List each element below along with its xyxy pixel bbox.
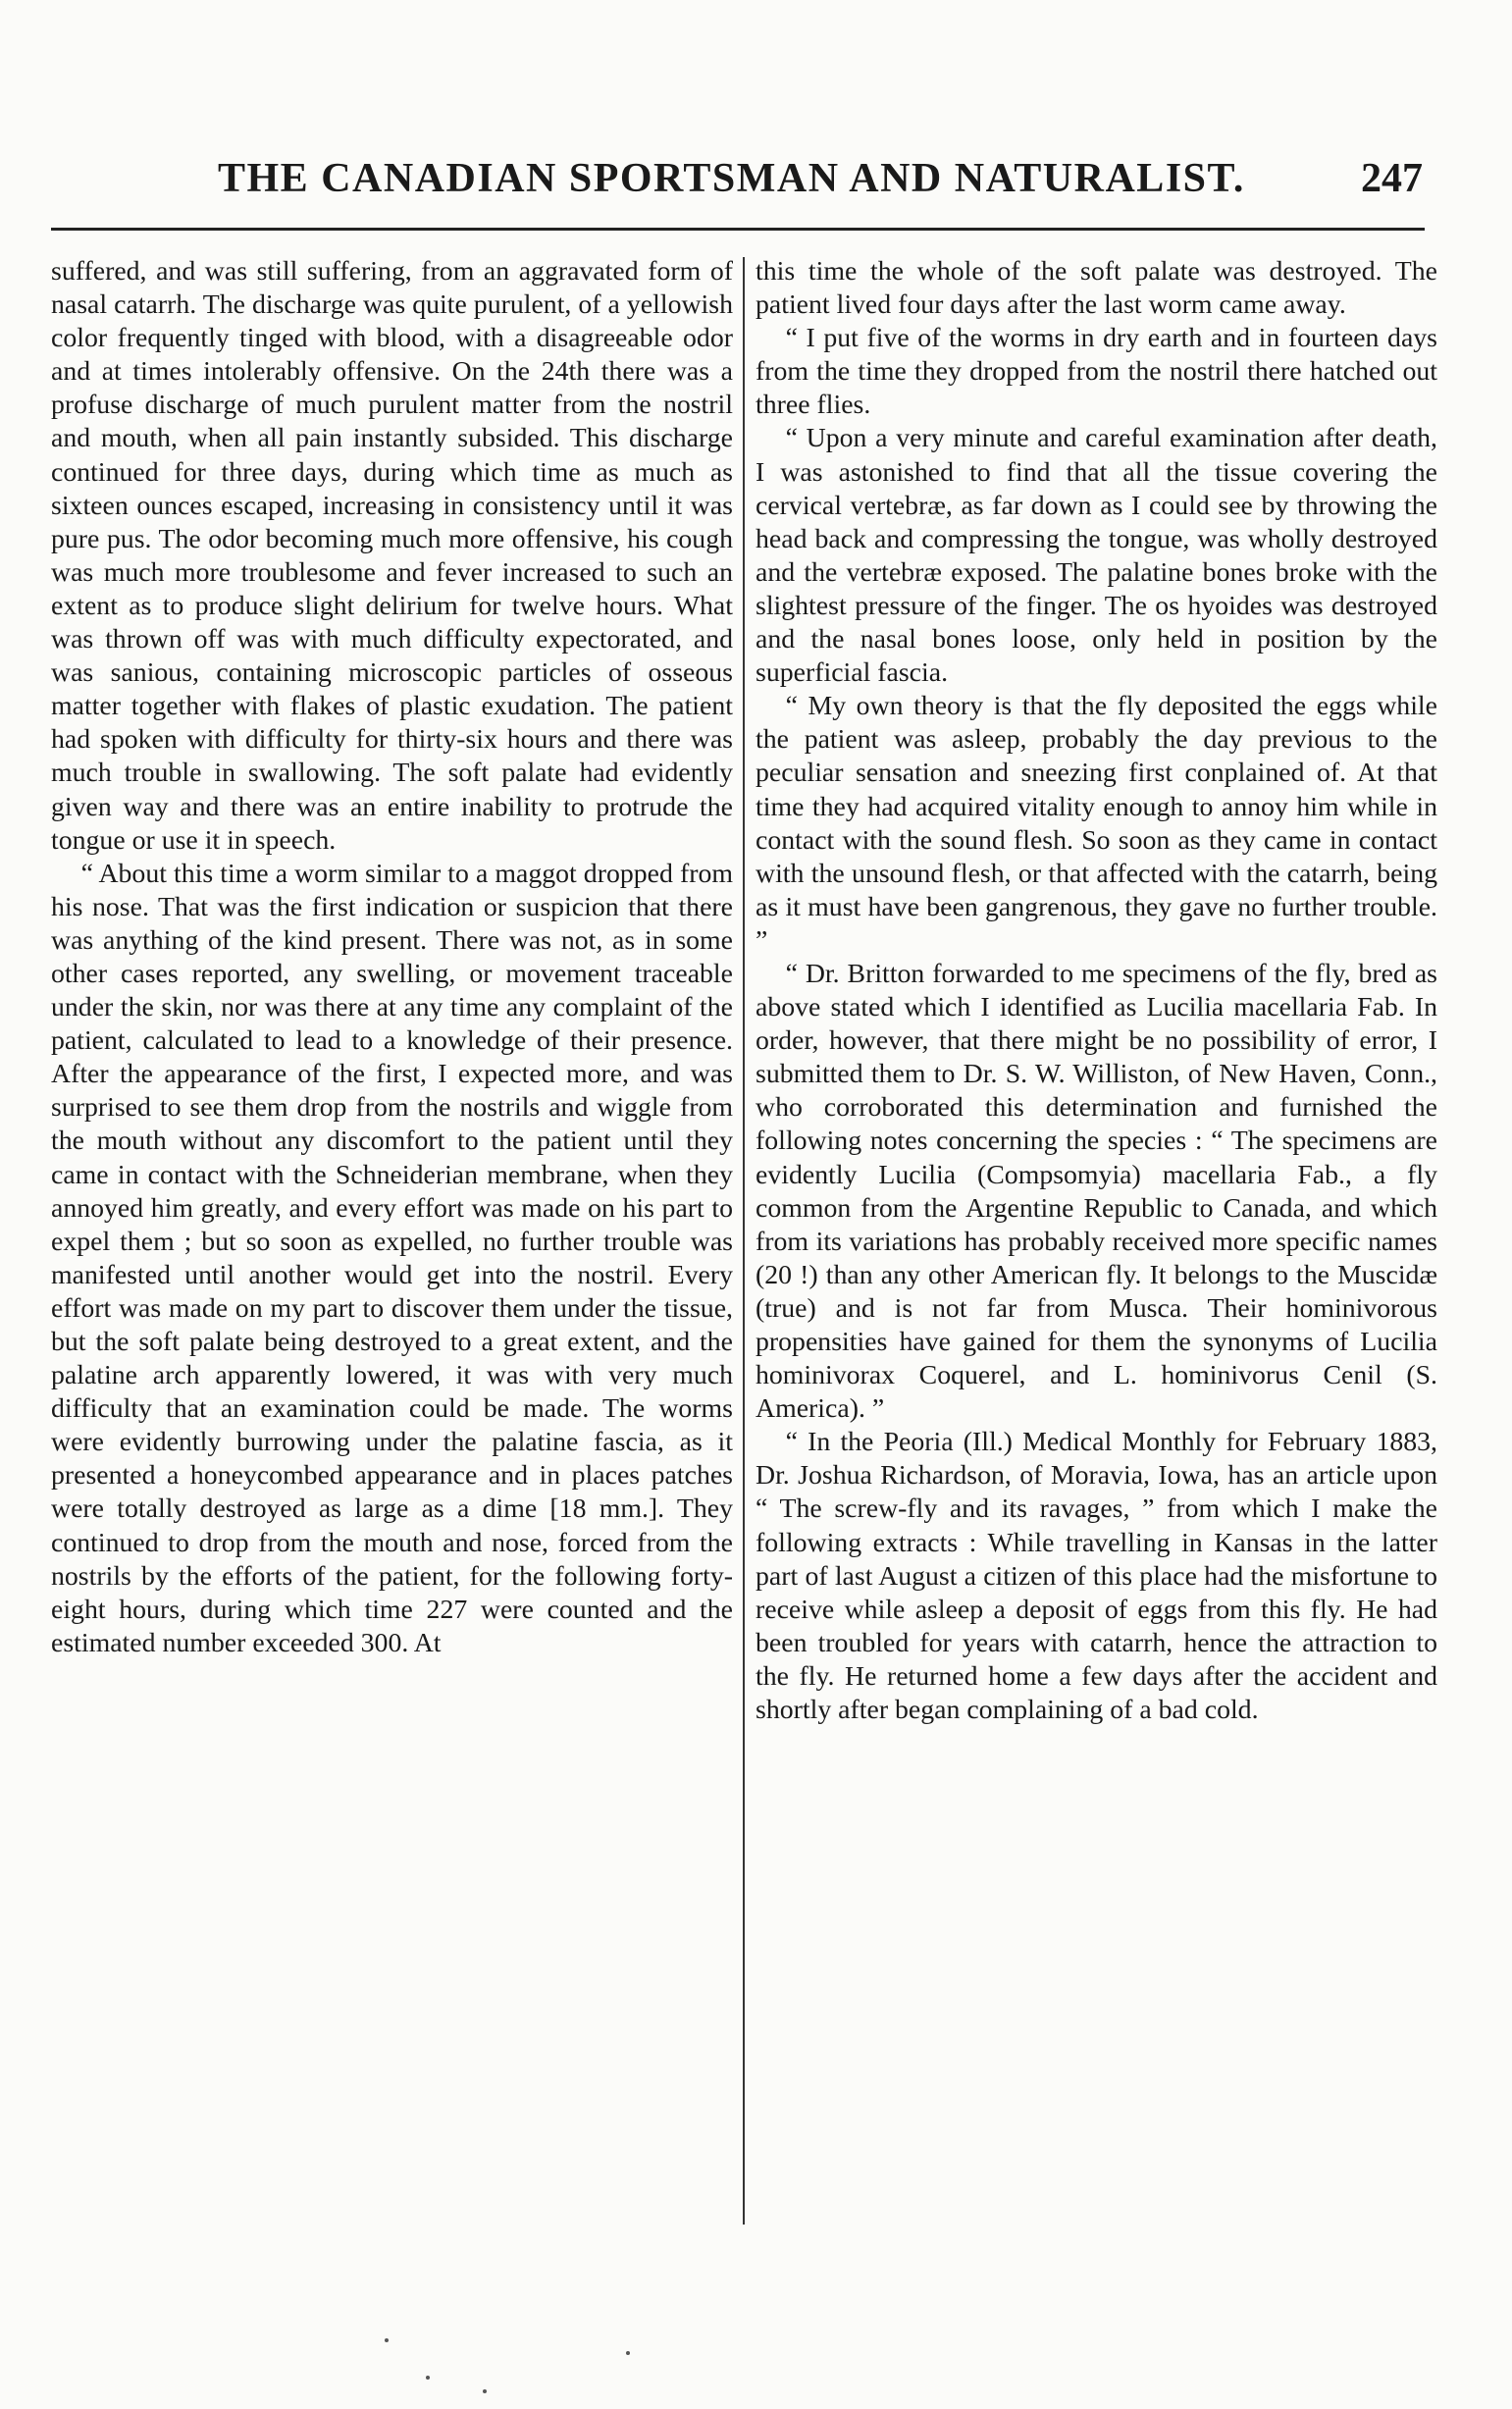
paragraph: “ I put five of the worms in dry earth and in fourteen days from the time they dropped from the nostril there hatched out three flies.: [756, 323, 1437, 421]
page-number: 247: [1361, 156, 1423, 201]
paragraph: this time the whole of the soft palate was destroyed. The patient lived four days after the last worm came away.: [756, 256, 1437, 321]
column-divider: [743, 257, 745, 2225]
paragraph: “ In the Peoria (Ill.) Medical Monthly for February 1883, Dr. Joshua Richardson, of Moravia, Iowa, has an article upon “ The screw-fly and its ravages, ” from which I make the following extracts : While travelling in Kansas in the latter part of last August a citizen of this place had the misfortune to receive while asleep a deposit of eggs from this fly. He had been troubled for years with catarrh, hence the attraction to the fly. He returned home a few days after the accident and shortly after began complaining of a bad cold.: [756, 1427, 1437, 1726]
left-column: [51, 255, 733, 2247]
paragraph: “ My own theory is that the fly deposited the eggs while the patient was asleep, probably the day previous to the peculiar sensation and sneezing first conplained of. At that time they had acquired vitality enough to annoy him while in contact with the sound flesh. So soon as they came in contact with the unsound flesh, or that affected with the catarrh, being as it must have been gangrenous, they gave no further trouble. ”: [756, 691, 1437, 956]
paragraph: “ About this time a worm similar to a maggot dropped from his nose. That was the first indication or suspicion that there was anything of the kind present. There was not, as in some other cases reported, any swelling, or movement traceable under the skin, nor was there at any time any complaint of the patient, calculated to lead to a knowledge of their presence. After the appearance of the first, I expected more, and was surprised to see them drop from the nostrils and wiggle from the mouth without any discomfort to the patient until they came in contact with the Schneiderian membrane, when they annoyed him greatly, and every effort was made on his part to expel them ; but so soon as expelled, no further trouble was manifested until another would get into the nostril. Every effort was made on my part to discover them under the tissue, but the soft palate being destroyed to a great extent, and the palatine arch apparently lowered, it was with very much difficulty that an examination could be made. The worms were evidently burrowing under the palatine fascia, as it presented a honeycombed appearance and in places patches were totally destroyed as large as a dime [18 mm.]. They continued to drop from the mouth and nose, forced from the nostrils by the efforts of the patient, for the following forty-eight hours, during which time 227 were counted and the estimated number exceeded 300. At: [51, 858, 733, 1658]
paragraph: “ Dr. Britton forwarded to me specimens of the fly, bred as above stated which I identified as Lucilia macellaria Fab. In order, however, that there might be no possibility of error, I submitted them to Dr. S. W. Williston, of New Haven, Conn., who corroborated this determination and furnished the following notes concerning the species : “ The specimens are evidently Lucilia (Compsomyia) macellaria Fab., a fly common from the Argentine Republic to Canada, and which from its variations has probably received more specific names (20 !) than any other American fly. It belongs to the Muscidæ (true) and is not far from Musca. Their hominivorous propensities have gained for them the synonyms of Lucilia hominivorax Coquerel, and L. hominivorus Cenil (S. America). ”: [756, 958, 1437, 1425]
right-column: [756, 255, 1437, 2247]
print-speck: [626, 2351, 630, 2355]
running-header: [51, 147, 1423, 208]
header-rule: [51, 228, 1425, 231]
print-speck: [483, 2389, 487, 2393]
print-speck: [385, 2338, 389, 2342]
paragraph: “ Upon a very minute and careful examination after death, I was astonished to find that all the tissue covering the cervical vertebræ, as far down as I could see by throwing the head back and compressing the tongue, was wholly destroyed and the vertebræ exposed. The palatine bones broke with the slightest pressure of the finger. The os hyoides was destroyed and the nasal bones loose, only held in position by the superficial fascia.: [756, 423, 1437, 689]
print-speck: [426, 2376, 430, 2380]
running-title: THE CANADIAN SPORTSMAN AND NATURALIST.: [218, 156, 1245, 201]
paragraph: suffered, and was still suffering, from an aggravated form of nasal catarrh. The discharge was quite purulent, of a yellowish color frequently tinged with blood, with a disagreeable odor and at times intolerably offensive. On the 24th there was a profuse discharge of much purulent matter from the nostril and mouth, when all pain instantly subsided. This discharge continued for three days, during which time as much as sixteen ounces escaped, increasing in consistency until it was pure pus. The odor becoming much more offensive, his cough was much more troublesome and fever increased to such an extent as to produce slight delirium for twelve hours. What was thrown off was with much difficulty expectorated, and was sanious, containing microscopic particles of osseous matter together with flakes of plastic exudation. The patient had spoken with difficulty for thirty-six hours and there was much trouble in swallowing. The soft palate had evidently given way and there was an entire inability to protrude the tongue or use it in speech.: [51, 256, 733, 856]
